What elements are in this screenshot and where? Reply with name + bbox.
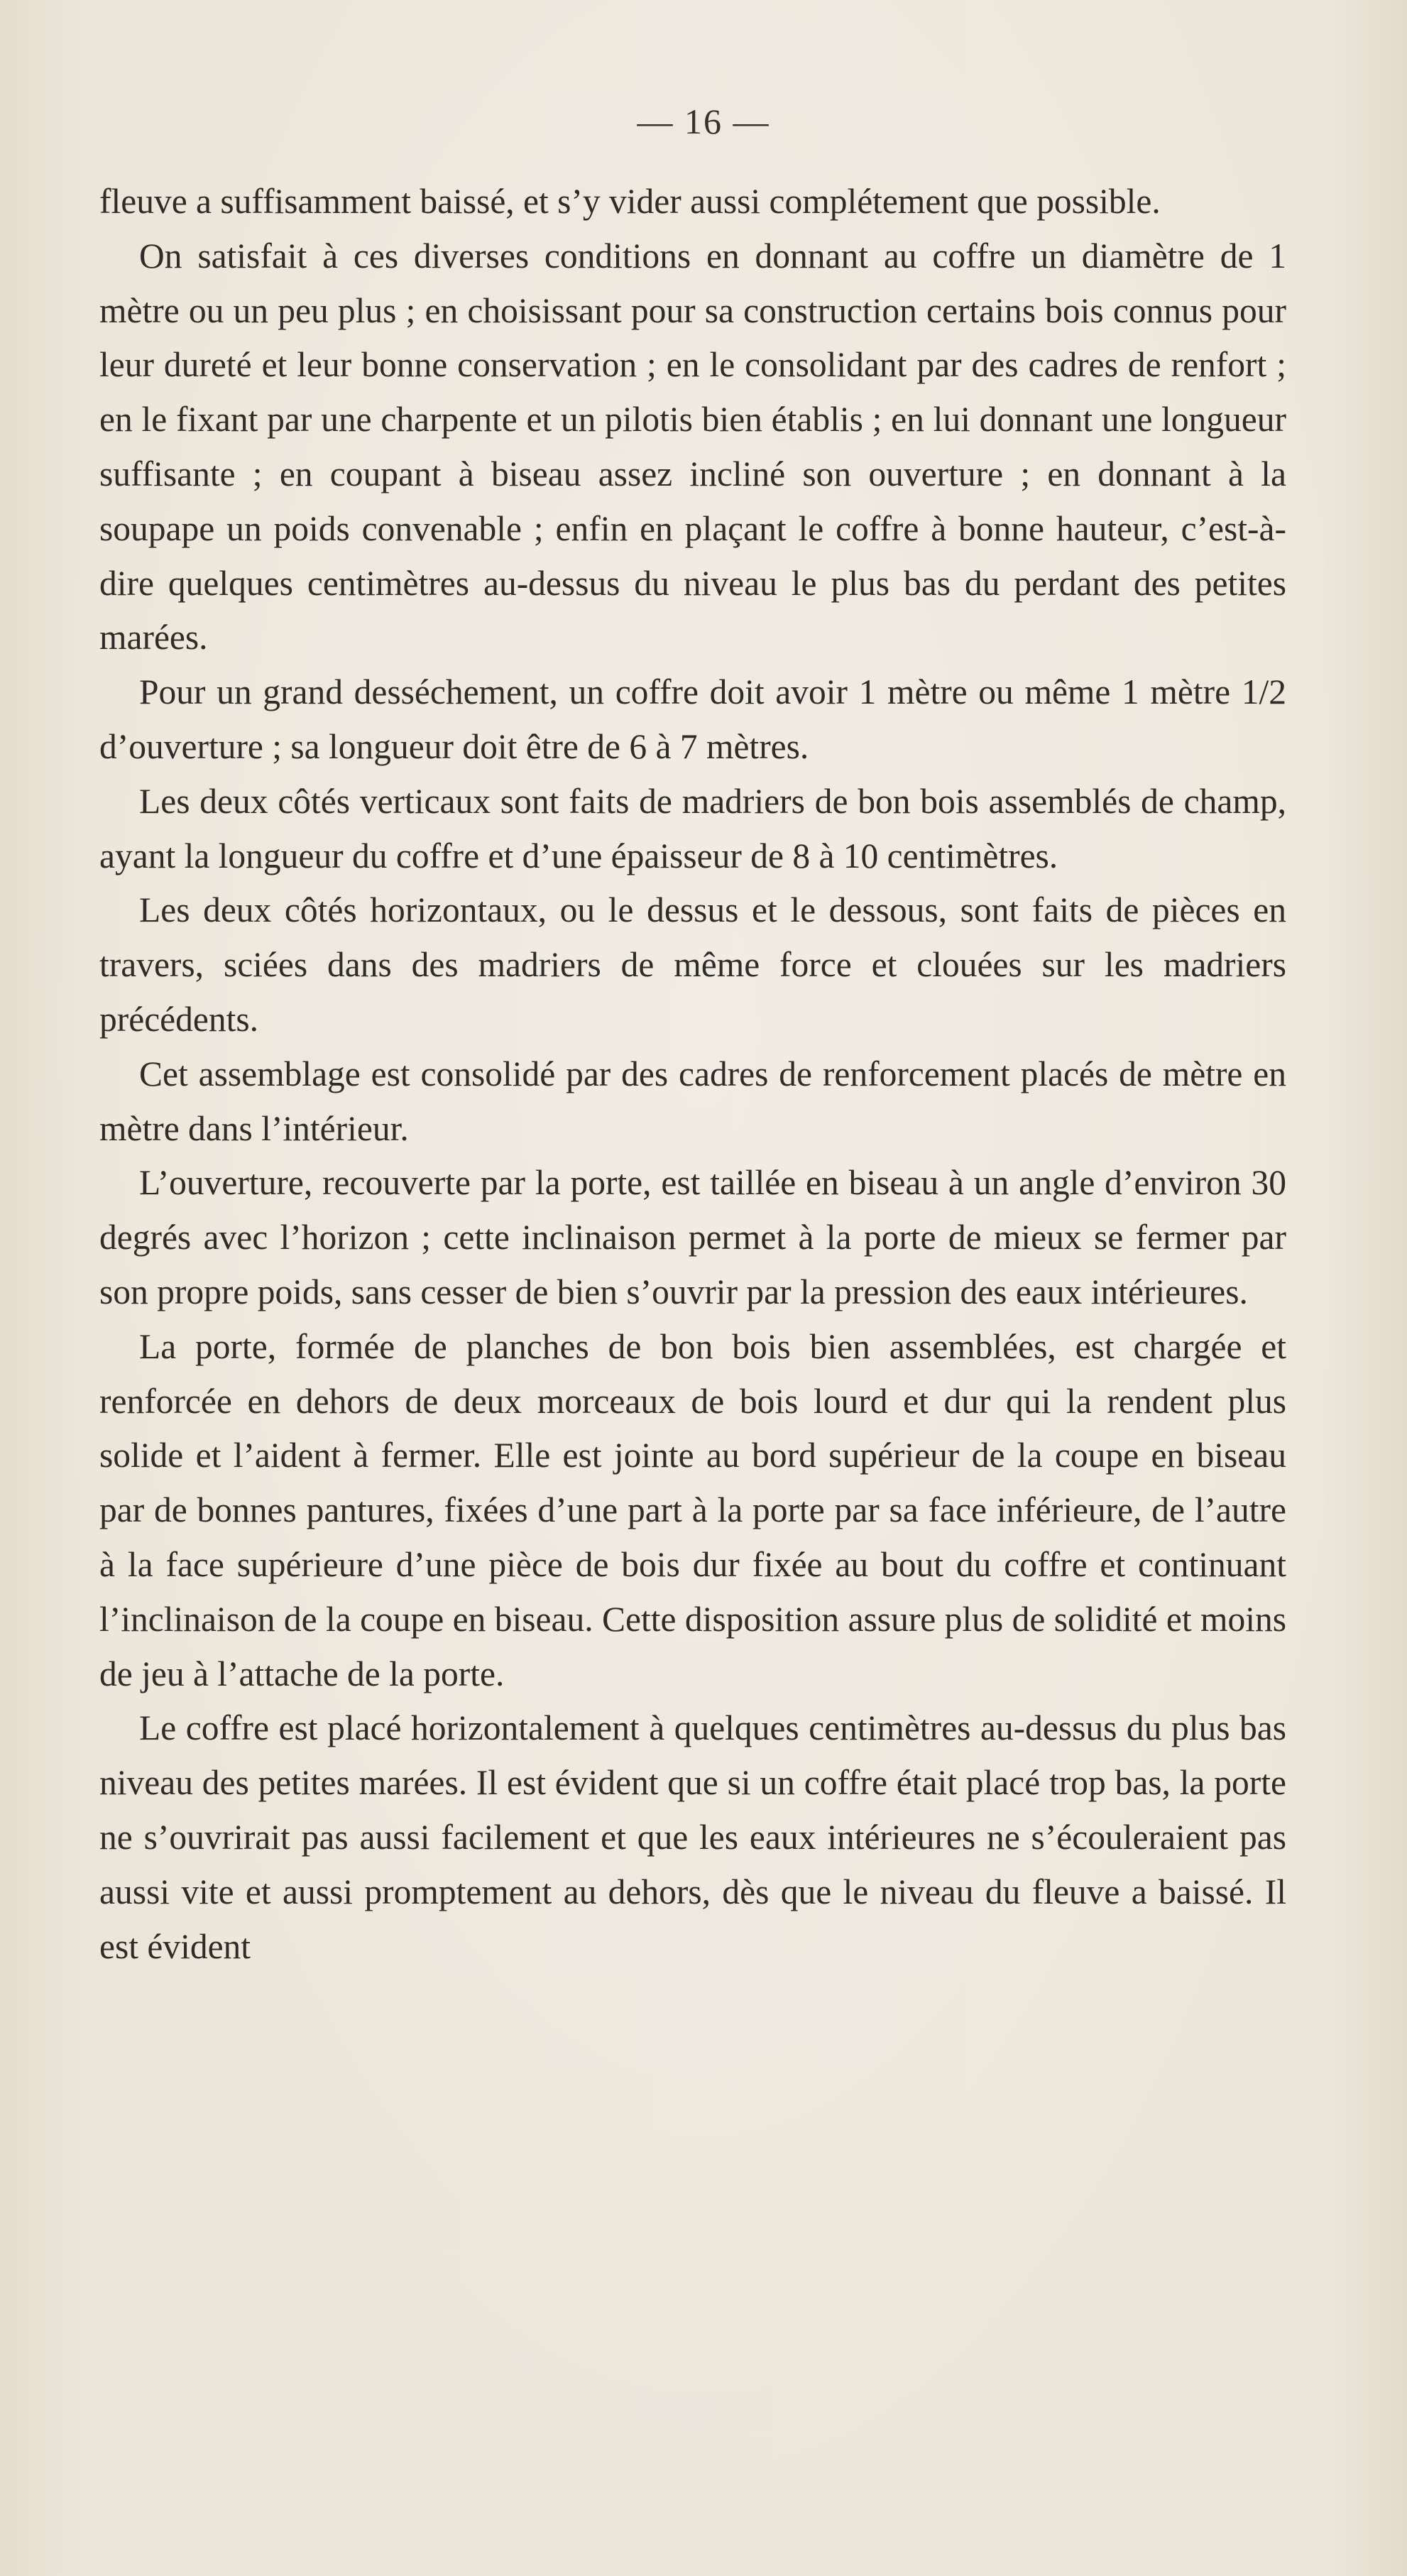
paragraph: On satisfait à ces diverses conditions en donnant au coffre un diamètre de 1 mètre ou un peu plus ; en choisissant pour sa construction certains bois connus pour leur dureté et leur bonne conservation ; en le consolidant par des cadres de renfort ; en le fixant par une charpente et un pilotis bien établis ; en lui donnant une longueur suffisante ; en coupant à biseau assez incliné son ouverture ; en donnant à la soupape un poids convenable ; enfin en plaçant le coffre à bonne hauteur, c’est-à-dire quelques centimètres au-dessus du niveau le plus bas du perdant des petites marées. [99, 236, 1286, 657]
paragraph: La porte, formée de planches de bon bois bien assemblées, est chargée et renforcée en dehors de deux morceaux de bois lourd et dur qui la rendent plus solide et l’aident à fermer. Elle est jointe au bord supérieur de la coupe en biseau par de bonnes pantures, fixées d’une part à la porte par sa face inférieure, de l’autre à la face supérieure d’une pièce de bois dur fixée au bout du coffre et continuant l’inclinaison de la coupe en biseau. Cette disposition assure plus de solidité et moins de jeu à l’attache de la porte. [99, 1326, 1286, 1693]
paragraph: Les deux côtés verticaux sont faits de madriers de bon bois assemblés de champ, ayant la longueur du coffre et d’une épaisseur de 8 à 10 centimètres. [99, 781, 1286, 875]
paragraph-continuation: fleuve a suffisamment baissé, et s’y vider aussi complétement que possible. [99, 182, 1161, 221]
paragraph: L’ouverture, recouverte par la porte, est taillée en biseau à un angle d’environ 30 degrés avec l’horizon ; cette inclinaison permet à la porte de mieux se fermer par son propre poids, sans cesser de bien s’ouvrir par la pression des eaux intérieures. [99, 1163, 1286, 1311]
paragraph: Pour un grand desséchement, un coffre doit avoir 1 mètre ou même 1 mètre 1/2 d’ouverture ; sa longueur doit être de 6 à 7 mètres. [99, 672, 1286, 766]
paragraph: Les deux côtés horizontaux, ou le dessus et le dessous, sont faits de pièces en travers, sciées dans des madriers de même force et clouées sur les madriers précédents. [99, 890, 1286, 1039]
page-number: — 16 — [637, 102, 770, 141]
paragraph: Le coffre est placé horizontalement à quelques centimètres au-dessus du plus bas niveau des petites marées. Il est évident que si un coffre était placé trop bas, la porte ne s’ouvrirait pas aussi facilement et que les eaux intérieures ne s’écouleraient pas aussi vite et aussi promptement au dehors, dès que le niveau du fleuve a baissé. Il est évident [99, 1708, 1286, 1966]
paragraph: Cet assemblage est consolidé par des cadres de renforcement placés de mètre en mètre dans l’intérieur. [99, 1054, 1286, 1148]
body-text [99, 175, 1286, 1974]
